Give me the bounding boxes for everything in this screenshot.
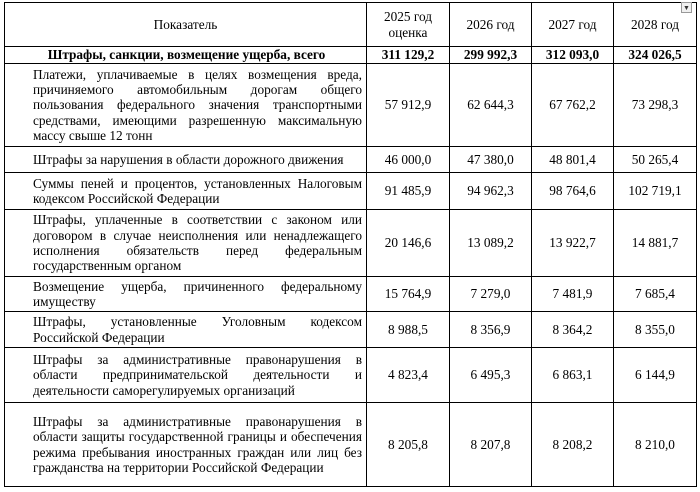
row-value-2025: 4 823,4 bbox=[367, 348, 450, 403]
row-indicator: Суммы пеней и процентов, установленных Налоговым кодексом Российской Федерации bbox=[5, 173, 367, 210]
row-value-2028: 8 210,0 bbox=[614, 403, 697, 487]
row-value-2026: 7 279,0 bbox=[450, 277, 532, 312]
row-indicator: Штрафы за административные правонарушения в области предпринимательской деятельности и деятельности саморегулируемых организаций bbox=[5, 348, 367, 403]
row-value-2027: 98 764,6 bbox=[532, 173, 614, 210]
row-value-2027: 67 762,2 bbox=[532, 64, 614, 147]
row-value-2026: 6 495,3 bbox=[450, 348, 532, 403]
header-2028: 2028 год bbox=[614, 3, 697, 47]
table-row bbox=[5, 403, 697, 487]
row-value-2025: 91 485,9 bbox=[367, 173, 450, 210]
row-indicator: Штрафы за нарушения в области дорожного движения bbox=[5, 147, 367, 173]
row-value-2025: 8 988,5 bbox=[367, 312, 450, 348]
row-value-2026: 47 380,0 bbox=[450, 147, 532, 173]
row-value-2025: 57 912,9 bbox=[367, 64, 450, 147]
table-row bbox=[5, 312, 697, 348]
row-indicator: Возмещение ущерба, причиненного федеральному имуществу bbox=[5, 277, 367, 312]
row-indicator: Штрафы, уплаченные в соответствии с законом или договором в случае неисполнения или ненадлежащего исполнения обязательств перед федеральным государственным органом bbox=[5, 210, 367, 277]
row-value-2028: 7 685,4 bbox=[614, 277, 697, 312]
row-value-2028: 324 026,5 bbox=[614, 47, 697, 64]
row-value-2028: 14 881,7 bbox=[614, 210, 697, 277]
row-value-2026: 299 992,3 bbox=[450, 47, 532, 64]
row-value-2028: 73 298,3 bbox=[614, 64, 697, 147]
row-value-2026: 8 356,9 bbox=[450, 312, 532, 348]
row-value-2027: 13 922,7 bbox=[532, 210, 614, 277]
table-row bbox=[5, 64, 697, 147]
header-2027: 2027 год bbox=[532, 3, 614, 47]
row-value-2027: 8 364,2 bbox=[532, 312, 614, 348]
row-value-2028: 102 719,1 bbox=[614, 173, 697, 210]
header-2025: 2025 год оценка bbox=[367, 3, 450, 47]
row-value-2025: 46 000,0 bbox=[367, 147, 450, 173]
revenue-table bbox=[4, 2, 697, 487]
row-value-2025: 8 205,8 bbox=[367, 403, 450, 487]
row-value-2026: 62 644,3 bbox=[450, 64, 532, 147]
table-row bbox=[5, 277, 697, 312]
row-value-2028: 50 265,4 bbox=[614, 147, 697, 173]
row-indicator: Штрафы за административные правонарушения в области защиты государственной границы и обеспечения режима пребывания иностранных граждан или лиц без гражданства на территории Российской Федерации bbox=[5, 403, 367, 487]
row-value-2025: 311 129,2 bbox=[367, 47, 450, 64]
table-row-total bbox=[5, 47, 697, 64]
row-indicator: Штрафы, установленные Уголовным кодексом Российской Федерации bbox=[5, 312, 367, 348]
table-header-row bbox=[5, 3, 697, 47]
row-value-2026: 94 962,3 bbox=[450, 173, 532, 210]
row-value-2025: 15 764,9 bbox=[367, 277, 450, 312]
row-value-2027: 48 801,4 bbox=[532, 147, 614, 173]
table-row bbox=[5, 173, 697, 210]
header-2026: 2026 год bbox=[450, 3, 532, 47]
table-row bbox=[5, 147, 697, 173]
row-indicator: Платежи, уплачиваемые в целях возмещения вреда, причиняемого автомобильным дорогам общего пользования федерального значения транспортными средствами, имеющими разрешенную максимальную массу свыше 12 тонн bbox=[5, 64, 367, 147]
row-value-2027: 312 093,0 bbox=[532, 47, 614, 64]
header-indicator: Показатель bbox=[5, 3, 367, 47]
row-indicator: Штрафы, санкции, возмещение ущерба, всего bbox=[5, 47, 367, 64]
row-value-2026: 13 089,2 bbox=[450, 210, 532, 277]
chevron-down-icon[interactable]: ▼ bbox=[681, 2, 692, 13]
row-value-2028: 8 355,0 bbox=[614, 312, 697, 348]
row-value-2025: 20 146,6 bbox=[367, 210, 450, 277]
row-value-2026: 8 207,8 bbox=[450, 403, 532, 487]
table-row bbox=[5, 210, 697, 277]
row-value-2027: 6 863,1 bbox=[532, 348, 614, 403]
row-value-2027: 7 481,9 bbox=[532, 277, 614, 312]
row-value-2027: 8 208,2 bbox=[532, 403, 614, 487]
row-value-2028: 6 144,9 bbox=[614, 348, 697, 403]
table-row bbox=[5, 348, 697, 403]
